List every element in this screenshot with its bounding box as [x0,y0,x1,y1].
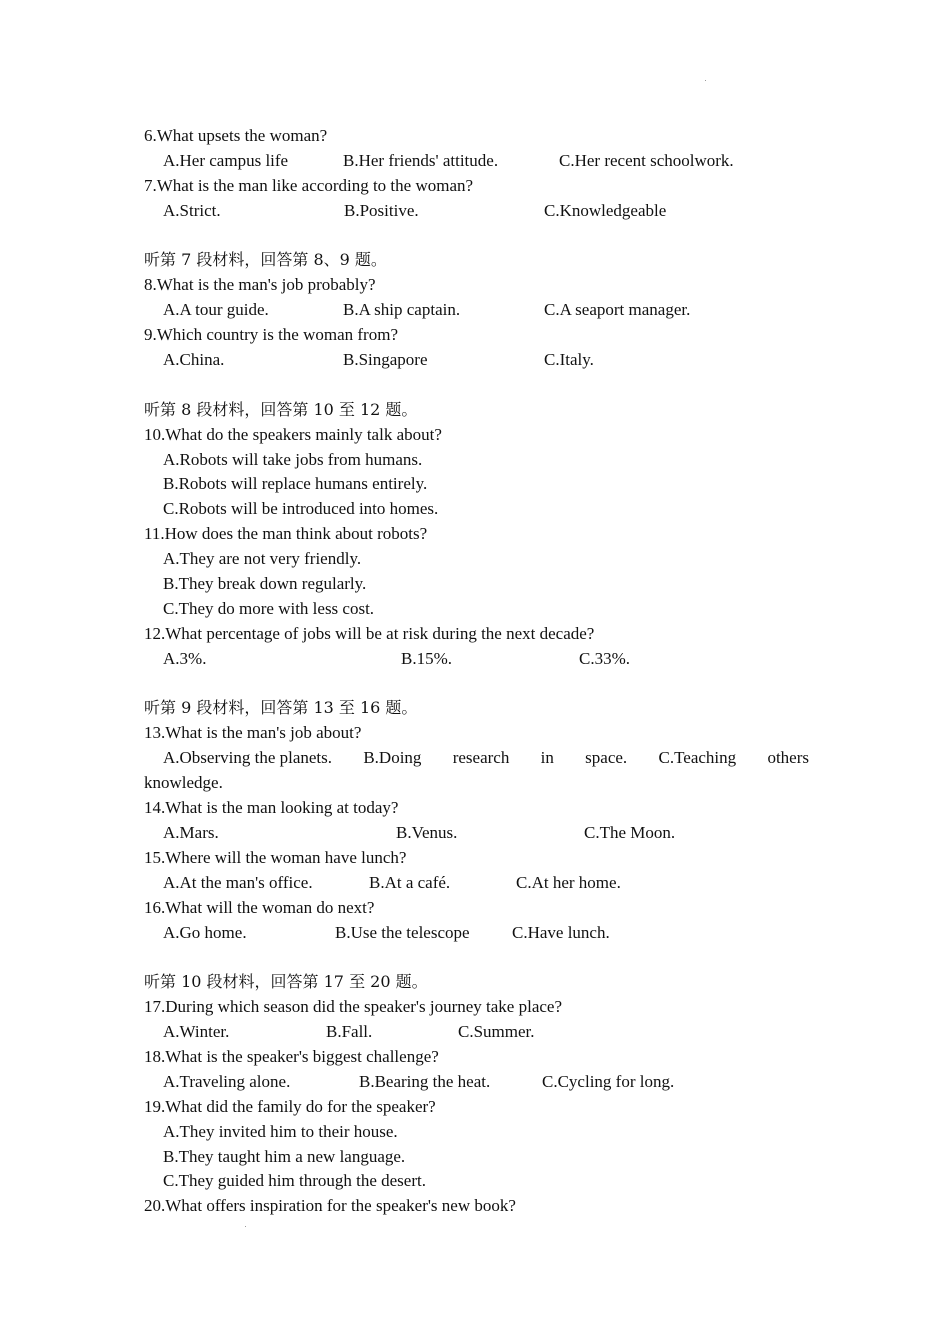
options-13 [144,746,809,771]
option-b: B.They taught him a new language. [163,1146,406,1166]
question-20: 20.What offers inspiration for the speaker's new book? [144,1196,516,1216]
question-8: 8.What is the man's job probably? [144,275,376,295]
question-14: 14.What is the man looking at today? [144,798,399,818]
section-heading-7: 听第 7 段材料，回答第 8、9 题。 [144,250,387,270]
options-17 [144,1020,809,1045]
option-a: A.Mars. [163,822,219,842]
option-c: C.33%. [579,648,630,668]
option-b: B.Robots will replace humans entirely. [163,474,428,494]
option-a: A.A tour guide. [163,300,269,320]
question-9: 9.Which country is the woman from? [144,325,398,345]
option-c: C.Her recent schoolwork. [559,150,734,170]
scan-dot [245,1226,246,1227]
option-b-word: research [452,748,510,768]
question-12: 12.What percentage of jobs will be at risk during the next decade? [144,623,595,643]
option-a: A.China. [163,350,225,370]
question-17: 17.During which season did the speaker's journey take place? [144,997,563,1017]
option-b: B.Bearing the heat. [359,1071,491,1091]
question-16: 16.What will the woman do next? [144,897,375,917]
section-heading-10: 听第 10 段材料，回答第 17 至 20 题。 [144,972,428,992]
question-13: 13.What is the man's job about? [144,723,362,743]
question-11: 11.How does the man think about robots? [144,524,428,544]
option-b: B.Use the telescope [335,922,470,942]
option-c-continued: knowledge. [144,773,223,793]
option-b: B.Fall. [326,1022,373,1042]
option-c: C.At her home. [516,872,621,892]
option-b: B.15%. [401,648,452,668]
options-15 [144,871,809,896]
option-c: C.Have lunch. [512,922,610,942]
option-a: A.3%. [163,648,207,668]
option-c-word: C.Teaching [658,748,737,768]
option-b: B.A ship captain. [343,300,461,320]
options-8 [144,298,809,323]
option-b: B.Venus. [396,822,458,842]
option-b: B.They break down regularly. [163,574,367,594]
question-6: 6.What upsets the woman? [144,126,328,145]
option-a: A.They invited him to their house. [163,1121,398,1141]
option-c: C.Italy. [544,350,594,370]
options-7 [144,199,809,224]
option-a: A.Traveling alone. [163,1071,291,1091]
option-a: A.Strict. [163,200,221,220]
question-list [144,124,809,1219]
option-c: C.Knowledgeable [544,200,667,220]
option-a: A.At the man's office. [163,872,313,892]
option-c: C.Cycling for long. [542,1071,675,1091]
option-a: A.Observing the planets. [163,748,333,768]
option-a: A.Go home. [163,922,247,942]
option-b: B.At a café. [369,872,451,892]
section-heading-8: 听第 8 段材料，回答第 10 至 12 题。 [144,399,418,419]
option-b-word: space. [585,748,628,768]
question-15: 15.Where will the woman have lunch? [144,847,407,867]
option-a: A.Robots will take jobs from humans. [163,449,423,469]
option-b-word: B.Doing [363,748,422,768]
section-heading-9: 听第 9 段材料，回答第 13 至 16 题。 [144,698,418,718]
option-c: C.Robots will be introduced into homes. [163,499,439,519]
option-c: C.A seaport manager. [544,300,691,320]
question-19: 19.What did the family do for the speaker? [144,1096,436,1116]
options-16 [144,921,809,946]
question-10: 10.What do the speakers mainly talk about? [144,424,442,444]
option-b-word: in [540,748,554,768]
option-b: B.Singapore [343,350,428,370]
option-c: C.The Moon. [584,822,676,842]
option-b: B.Her friends' attitude. [343,150,499,170]
question-7: 7.What is the man like according to the woman? [144,175,474,195]
option-c: C.They guided him through the desert. [163,1171,426,1191]
question-18: 18.What is the speaker's biggest challenge? [144,1046,439,1066]
option-c: C.Summer. [458,1022,535,1042]
option-a: A.They are not very friendly. [163,549,362,569]
option-a: A.Winter. [163,1022,230,1042]
options-9 [144,348,809,373]
options-18 [144,1070,809,1095]
options-6 [144,149,809,174]
option-c-word: others [767,748,809,768]
scan-dot [705,80,706,81]
option-b: B.Positive. [344,200,419,220]
option-a: A.Her campus life [163,150,289,170]
options-14 [144,821,809,846]
option-c: C.They do more with less cost. [163,598,375,618]
options-12 [144,647,809,672]
